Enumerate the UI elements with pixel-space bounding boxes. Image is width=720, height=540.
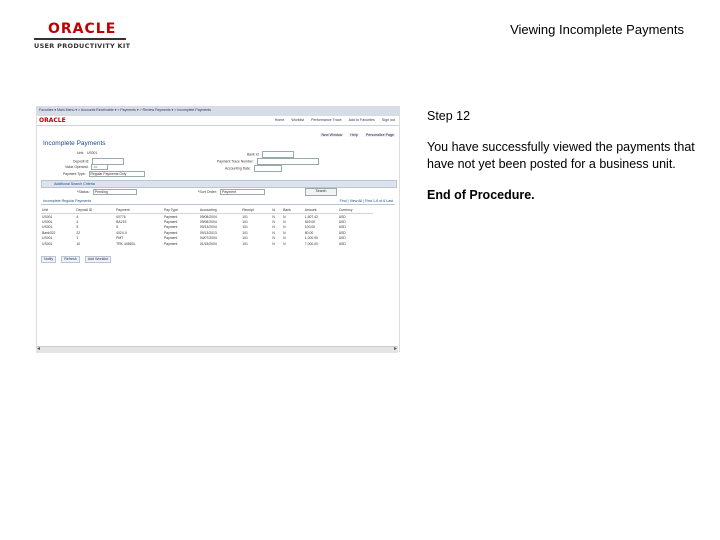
cell-unit[interactable]: US001 xyxy=(42,214,53,219)
cell-id: N xyxy=(272,214,275,219)
cell-receipt: 101 xyxy=(242,230,248,235)
step-instructions xyxy=(427,108,697,218)
breadcrumb[interactable]: Favorites ▾ Main Menu ▾ > Accounts Receivable ▾ > Payments ▾ > Review Payments ▾ > Incomplete Payments xyxy=(39,108,211,112)
col-currency[interactable]: Currency xyxy=(338,207,373,214)
accounting-date-input[interactable] xyxy=(254,165,282,172)
breadcrumb-bar xyxy=(37,106,399,116)
col-receipt[interactable]: Receipt xyxy=(241,207,271,214)
bank-input[interactable] xyxy=(262,151,294,158)
grid-title: Incomplete Regular Payments xyxy=(43,199,92,203)
accounting-date-field xyxy=(225,165,282,172)
cell-accounting: 09/08/2004 xyxy=(199,220,217,225)
cell-payment[interactable]: 4024-X xyxy=(116,230,128,235)
unit-label: Unit: xyxy=(77,151,84,155)
payment-trace-field xyxy=(217,158,319,165)
cell-receipt: 101 xyxy=(242,225,248,230)
cell-amount: 1,200.00 xyxy=(304,236,318,241)
app-navbar xyxy=(37,116,399,126)
col-bank[interactable]: Bank xyxy=(282,207,304,214)
cell-accounting: 04/07/2004 xyxy=(199,236,217,241)
oracle-upk-logo xyxy=(34,21,131,50)
payment-type-select[interactable]: Regular Payments Only xyxy=(89,171,146,177)
help-link[interactable]: Help xyxy=(350,133,358,137)
app-oracle-logo: ORACLE xyxy=(39,117,66,124)
cell-unit[interactable]: Bank022 xyxy=(42,230,56,235)
grid-navigation[interactable]: Find | View All | First 1-6 of 6 Last xyxy=(339,199,393,203)
deposit-label: Deposit Id: xyxy=(73,159,90,164)
nav-sign-out-link[interactable]: Sign out xyxy=(381,118,395,122)
cell-payment[interactable]: BA219 xyxy=(116,220,127,225)
cell-amount: 1,507.42 xyxy=(304,214,318,219)
personalize-page-link[interactable]: Personalize Page xyxy=(365,133,394,137)
cell-receipt: 101 xyxy=(242,236,248,241)
nav-home-link[interactable]: Home xyxy=(274,118,285,122)
grid-header xyxy=(41,198,395,205)
payment-trace-input[interactable] xyxy=(257,158,319,165)
unit-field xyxy=(77,151,97,155)
add-worklist-button[interactable]: Add Worklist xyxy=(85,256,111,263)
nav-add-favorites-link[interactable]: Add to Favorites xyxy=(348,118,375,122)
cell-unit[interactable]: US001 xyxy=(42,225,53,230)
additional-criteria-label: Additional Search Criteria xyxy=(54,182,95,186)
cell-currency: USD xyxy=(338,241,346,246)
cell-payment[interactable]: PMT xyxy=(116,236,124,241)
unit-value[interactable]: US001 xyxy=(86,151,98,155)
step-label: Step 12 xyxy=(427,109,471,123)
cell-pay-type: Payment xyxy=(163,220,178,225)
col-payment[interactable]: Payment xyxy=(115,207,163,214)
nav-worklist-link[interactable]: Worklist xyxy=(291,118,305,122)
cell-id: N xyxy=(272,225,275,230)
cell-unit[interactable]: US001 xyxy=(42,236,53,241)
cell-payment[interactable]: TRK 4456SL xyxy=(116,241,136,246)
cell-pay-type: Payment xyxy=(163,236,178,241)
notify-button[interactable]: Notify xyxy=(41,256,56,263)
cell-bank: N xyxy=(283,225,286,230)
cell-id: N xyxy=(272,241,275,246)
col-id[interactable]: Id xyxy=(271,207,282,214)
col-pay-type[interactable]: Pay Type xyxy=(163,207,199,214)
payments-grid xyxy=(41,207,373,246)
payment-type-label: Payment Type: xyxy=(63,172,86,176)
nav-performance-trace-link[interactable]: Performance Trace xyxy=(311,118,342,122)
cell-accounting: 09/13/2004 xyxy=(199,225,217,230)
cell-deposit: 4 xyxy=(76,220,79,225)
sort-select[interactable]: Payment xyxy=(220,189,265,195)
value-operand-field xyxy=(65,165,108,169)
cell-deposit: 22 xyxy=(76,230,81,235)
cell-accounting: 01/15/2004 xyxy=(199,241,217,246)
cell-deposit: 1 xyxy=(76,236,79,241)
cell-bank: N xyxy=(283,241,286,246)
cell-id: N xyxy=(272,220,275,225)
col-accounting[interactable]: Accounting xyxy=(199,207,241,214)
cell-receipt: 101 xyxy=(242,214,248,219)
col-deposit-id[interactable]: Deposit ID xyxy=(75,207,115,214)
cell-pay-type: Payment xyxy=(163,225,178,230)
col-amount[interactable]: Amount xyxy=(304,207,338,214)
cell-currency: USD xyxy=(338,225,346,230)
cell-pay-type: Payment xyxy=(163,214,178,219)
bottom-toolbar xyxy=(41,256,115,263)
bank-field xyxy=(247,151,294,158)
cell-bank: N xyxy=(283,220,286,225)
cell-unit[interactable]: US001 xyxy=(42,220,53,225)
payment-type-field xyxy=(63,172,145,176)
cell-deposit: 10 xyxy=(76,241,81,246)
cell-amount: 549.00 xyxy=(304,220,316,225)
scroll-left-icon[interactable]: ◂ xyxy=(37,346,41,352)
end-of-procedure: End of Procedure. xyxy=(427,188,535,202)
cell-payment[interactable]: 00776 xyxy=(116,214,126,219)
status-sort-row xyxy=(77,190,265,194)
document-title: Viewing Incomplete Payments xyxy=(510,22,684,37)
cell-currency: USD xyxy=(338,214,346,219)
cell-bank: N xyxy=(283,230,286,235)
cell-id: N xyxy=(272,236,275,241)
step-message: You have successfully viewed the payments that have not yet been posted for a business unit. xyxy=(427,140,695,171)
scroll-right-icon[interactable]: ▸ xyxy=(393,346,397,352)
new-window-link[interactable]: New Window xyxy=(321,133,343,137)
value-operand-label: Value Operand: xyxy=(65,165,89,169)
accounting-date-label: Accounting Date: xyxy=(225,166,251,171)
cell-accounting: 09/13/2013 xyxy=(199,230,217,235)
additional-criteria-section[interactable] xyxy=(41,180,397,188)
status-label: *Status: xyxy=(77,190,90,194)
cell-deposit: 4 xyxy=(76,214,79,219)
page-title: Incomplete Payments xyxy=(43,140,106,147)
value-operand-select[interactable]: <= xyxy=(91,164,108,170)
cell-currency: USD xyxy=(338,230,346,235)
horizontal-scrollbar[interactable] xyxy=(36,346,398,353)
refresh-button[interactable]: Refresh xyxy=(61,256,80,263)
nav-links xyxy=(269,118,395,122)
cell-amount: 100.00 xyxy=(304,225,316,230)
cell-accounting: 09/08/2004 xyxy=(199,214,217,219)
cell-pay-type: Payment xyxy=(163,230,178,235)
cell-receipt: 101 xyxy=(242,220,248,225)
cell-bank: N xyxy=(283,214,286,219)
cell-unit[interactable]: US001 xyxy=(42,241,53,246)
cell-payment[interactable]: 5 xyxy=(116,225,119,230)
table-row xyxy=(41,241,373,246)
payment-trace-label: Payment Trace Number: xyxy=(217,159,254,164)
page-utility-links xyxy=(315,133,395,137)
cell-bank: N xyxy=(283,236,286,241)
search-button[interactable]: Search xyxy=(305,188,337,196)
cell-deposit: 5 xyxy=(76,225,79,230)
cell-amount: 7,000.00 xyxy=(304,241,318,246)
cell-currency: USD xyxy=(338,236,346,241)
sort-label: *Sort Order: xyxy=(197,190,217,194)
col-unit[interactable]: Unit xyxy=(41,207,75,214)
cell-currency: USD xyxy=(338,220,346,225)
application-screenshot xyxy=(36,106,400,352)
bank-label: Bank Id: xyxy=(247,152,260,157)
cell-receipt: 101 xyxy=(242,241,248,246)
logo-product: USER PRODUCTIVITY KIT xyxy=(34,38,126,50)
logo-brand: ORACLE xyxy=(48,21,117,37)
cell-amount: 80.00 xyxy=(304,230,314,235)
cell-id: N xyxy=(272,230,275,235)
status-select[interactable]: Pending xyxy=(93,189,137,195)
cell-pay-type: Payment xyxy=(163,241,178,246)
